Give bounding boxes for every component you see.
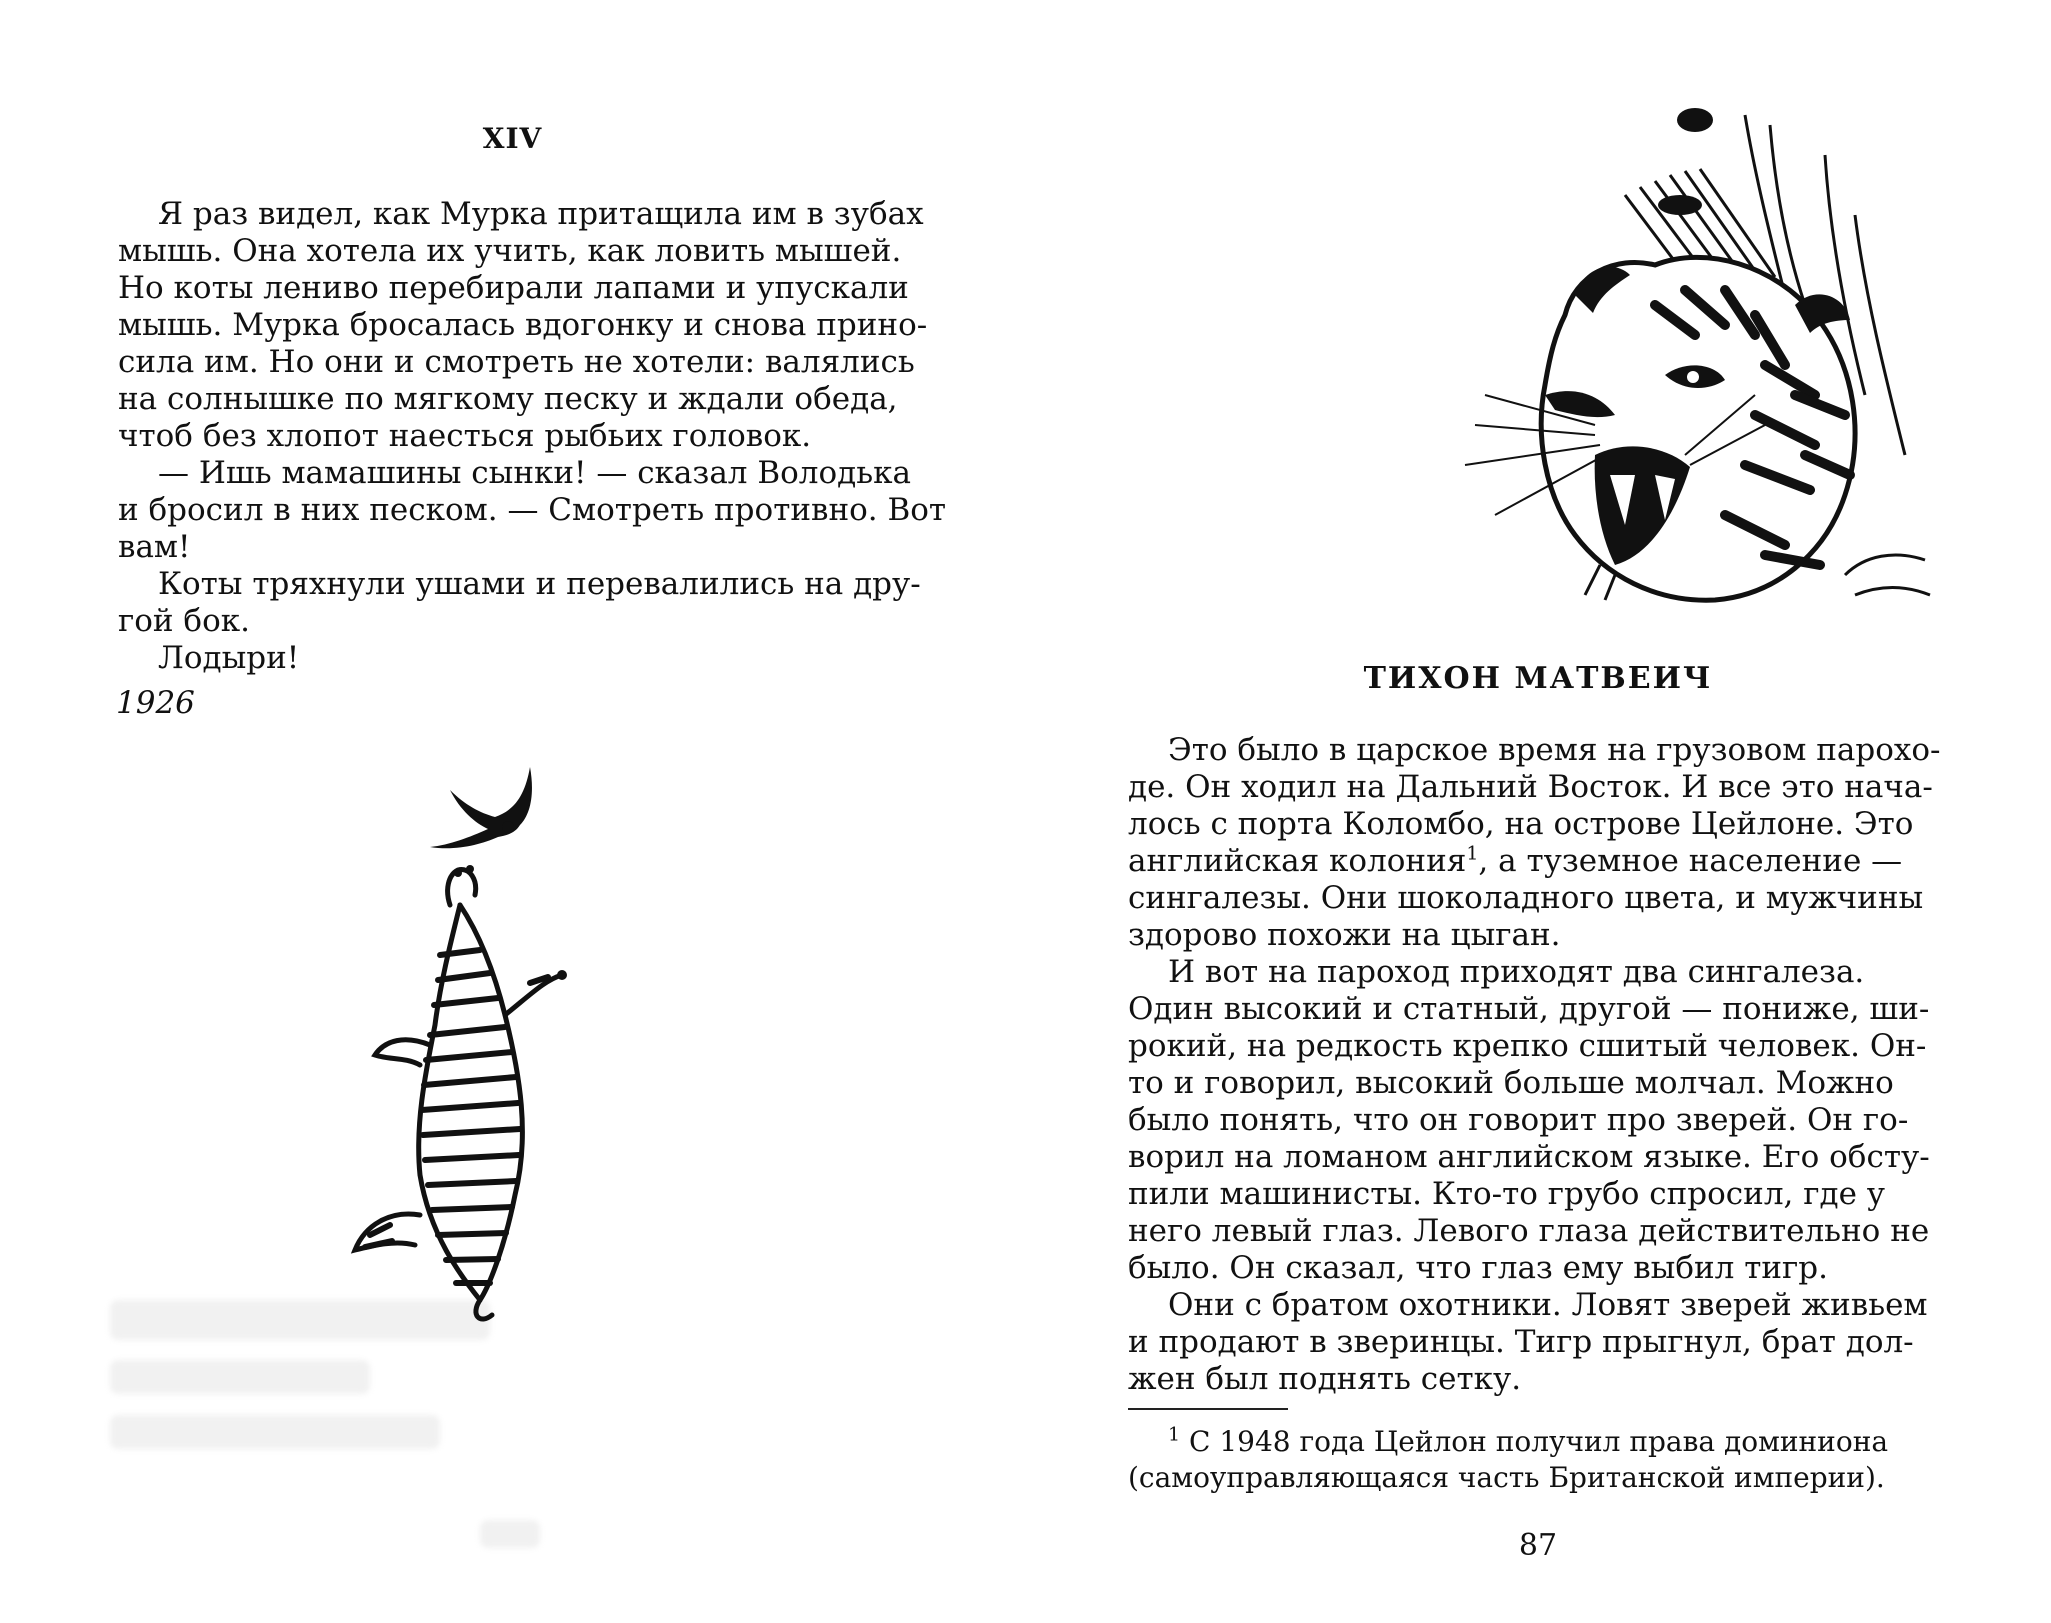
text-line: Один высокий и статный, другой — пониже, ши- (1128, 991, 1930, 1027)
left-page (0, 0, 1025, 1623)
footnote-text: С 1948 года Цейлон получил права доминиона (1180, 1425, 1889, 1458)
bleed-through-mark (110, 1360, 370, 1394)
date-year: 1926 (116, 685, 195, 721)
text-line: гой бок. (118, 603, 250, 639)
text-line: Но коты лениво перебирали лапами и упускали (118, 270, 909, 306)
right-page-body (1128, 732, 1968, 1398)
text-line: Это было в царское время на грузовом парохо- (1168, 732, 1941, 768)
swallow-icon (430, 767, 532, 848)
story-title: ТИХОН МАТВЕИЧ (1363, 661, 1713, 696)
text-line: И вот на пароход приходят два сингалеза. (1168, 954, 1865, 990)
text-fragment: , а туземное население — (1478, 843, 1903, 879)
text-line: Я раз видел, как Мурка притащила им в зубах (158, 196, 924, 232)
footnote-reference[interactable]: 1 (1466, 842, 1479, 865)
text-line: сингалезы. Они шоколадного цвета, и мужчины (1128, 880, 1924, 916)
footnote (1128, 1424, 1968, 1496)
text-line: было. Он сказал, что глаз ему выбил тигр. (1128, 1250, 1828, 1286)
text-line: то и говорил, высокий больше молчал. Можно (1128, 1065, 1894, 1101)
text-line: — Ишь мамашины сынки! — сказал Володька (158, 455, 911, 491)
page-number: 87 (1518, 1528, 1558, 1563)
tiger-illustration (1425, 95, 1965, 620)
footnote-marker: 1 (1168, 1423, 1181, 1446)
text-fragment: английская колония (1128, 843, 1467, 879)
left-page-body (118, 196, 947, 677)
text-line: мышь. Она хотела их учить, как ловить мышей. (118, 233, 902, 269)
text-line: было понять, что он говорит про зверей. Он го- (1128, 1102, 1909, 1138)
footnote-divider (1128, 1408, 1288, 1410)
kitten-and-swallow-illustration (330, 755, 700, 1335)
footnote-line: (самоуправляющаяся часть Британской империи). (1128, 1461, 1885, 1494)
text-line: здорово похожи на цыган. (1128, 917, 1561, 953)
bleed-through-mark (110, 1415, 440, 1449)
chapter-number: XIV (482, 122, 543, 155)
text-line: ворил на ломаном английском языке. Его обсту- (1128, 1139, 1930, 1175)
text-line: и продают в зверинцы. Тигр прыгнул, брат дол- (1128, 1324, 1914, 1360)
tiger-head-icon (1465, 257, 1855, 600)
text-line: пили машинисты. Кто-то грубо спросил, где у (1128, 1176, 1886, 1212)
text-line: мышь. Мурка бросалась вдогонку и снова прино- (118, 307, 928, 343)
text-line: него левый глаз. Левого глаза действительно не (1128, 1213, 1930, 1249)
text-line: лось с порта Коломбо, на острове Цейлоне. Это (1128, 806, 1914, 842)
kitten-icon (355, 870, 562, 1319)
text-line: на солнышке по мягкому песку и ждали обеда, (118, 381, 898, 417)
text-line: Они с братом охотники. Ловят зверей живьем (1168, 1287, 1928, 1323)
text-line: де. Он ходил на Дальний Восток. И все это нача- (1128, 769, 1933, 805)
text-line: вам! (118, 529, 191, 565)
text-line: Коты тряхнули ушами и перевалились на дру- (158, 566, 921, 602)
footnote-line (1128, 1424, 1968, 1460)
text-line: и бросил в них песком. — Смотреть противно. Вот (118, 492, 947, 528)
text-line: жен был поднять сетку. (1128, 1361, 1522, 1397)
text-line (1128, 843, 1968, 880)
text-line: сила им. Но они и смотреть не хотели: валялись (118, 344, 915, 380)
bleed-through-mark (480, 1520, 540, 1548)
text-line: Лодыри! (158, 640, 300, 676)
text-line: рокий, на редкость крепко сшитый человек. Он- (1128, 1028, 1927, 1064)
text-line: чтоб без хлопот наесться рыбьих головок. (118, 418, 812, 454)
